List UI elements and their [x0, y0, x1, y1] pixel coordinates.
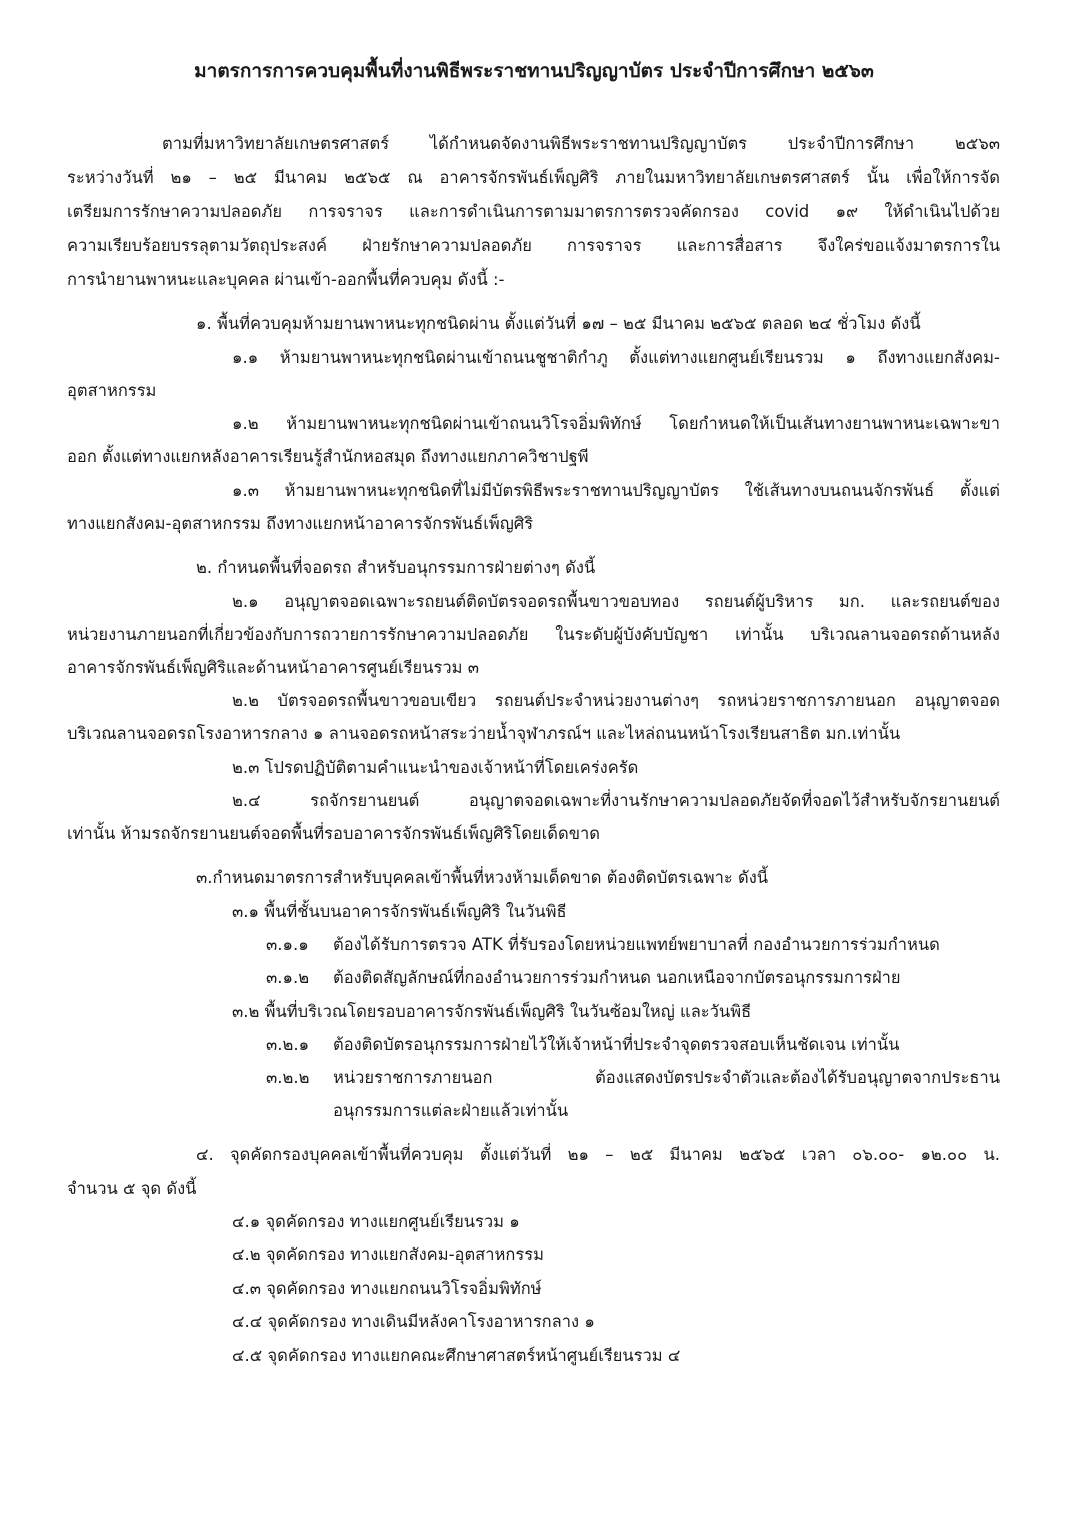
section-1-item: ๑.๓ ห้ามยานพาหนะทุกชนิดที่ไม่มีบัตรพิธีพระราชทานปริญญาบัตร ใช้เส้นทางบนถนนจักรพันธ์ ตั้งแต่ [232, 481, 1000, 500]
section-3-item-number: ๓.๑.๑ [266, 935, 309, 954]
section-1-item-cont: ทางแยกสังคม-อุตสาหกรรม ถึงทางแยกหน้าอาคารจักรพันธ์เพ็ญศิริ [67, 514, 534, 533]
intro-line: ความเรียบร้อยบรรลุตามวัตถุประสงค์ ฝ่ายรักษาความปลอดภัย การจราจร และการสื่อสาร จึงใคร่ขอแจ้งมาตรการใน [67, 236, 1000, 255]
intro-line: ตามที่มหาวิทยาลัยเกษตรศาสตร์ ได้กำหนดจัดงานพิธีพระราชทานปริญญาบัตร ประจำปีการศึกษา ๒๕๖๓ [162, 134, 1000, 153]
section-1-item-cont: อุตสาหกรรม [67, 381, 157, 400]
section-3-subheading: ๓.๒ พื้นที่บริเวณโดยรอบอาคารจักรพันธ์เพ็ญศิริ ในวันซ้อมใหญ่ และวันพิธี [232, 1002, 752, 1021]
section-2-item: ๒.๓ โปรดปฏิบัติตามคำแนะนำของเจ้าหน้าที่โดยเคร่งครัด [232, 758, 639, 777]
section-3-item-number: ๓.๑.๒ [266, 968, 310, 987]
section-3-item-text: ต้องติดสัญลักษณ์ที่กองอำนวยการร่วมกำหนด นอกเหนือจากบัตรอนุกรรมการฝ่าย [333, 968, 901, 987]
section-2-item-cont: อาคารจักรพันธ์เพ็ญศิริและด้านหน้าอาคารศูนย์เรียนรวม ๓ [67, 658, 480, 677]
section-3-item-text: หน่วยราชการภายนอก ต้องแสดงบัตรประจำตัวและต้องได้รับอนุญาตจากประธาน [333, 1068, 1000, 1087]
section-3-subheading: ๓.๑ พื้นที่ชั้นบนอาคารจักรพันธ์เพ็ญศิริ ในวันพิธี [232, 902, 567, 921]
section-2-item: ๒.๑ อนุญาตจอดเฉพาะรถยนต์ติดบัตรจอดรถพื้นขาวขอบทอง รถยนต์ผู้บริหาร มก. และรถยนต์ของ [232, 592, 1000, 611]
section-3-item-number: ๓.๒.๒ [266, 1068, 310, 1087]
section-3-item-text: ต้องได้รับการตรวจ ATK ที่รับรองโดยหน่วยแพทย์พยาบาลที่ กองอำนวยการร่วมกำหนด [333, 935, 940, 954]
section-2-item-cont: บริเวณลานจอดรถโรงอาหารกลาง ๑ ลานจอดรถหน้าสระว่ายน้ำจุฬาภรณ์ฯ และไหล่ถนนหน้าโรงเรียนสาธิต มก.เท่านั้น [67, 724, 901, 743]
section-4-heading: ๔. จุดคัดกรองบุคคลเข้าพื้นที่ควบคุม ตั้งแต่วันที่ ๒๑ – ๒๕ มีนาคม ๒๕๖๕ เวลา ๐๖.๐๐- ๑๒.๐๐ น. [196, 1145, 1000, 1164]
screening-point-item: ๔.๑ จุดคัดกรอง ทางแยกศูนย์เรียนรวม ๑ [232, 1212, 520, 1231]
screening-point-item: ๔.๔ จุดคัดกรอง ทางเดินมีหลังคาโรงอาหารกลาง ๑ [232, 1312, 595, 1331]
section-1-item: ๑.๑ ห้ามยานพาหนะทุกชนิดผ่านเข้าถนนชูชาติกำภู ตั้งแต่ทางแยกศูนย์เรียนรวม ๑ ถึงทางแยกสังคม- [232, 348, 1000, 367]
intro-line: เตรียมการรักษาความปลอดภัย การจราจร และการดำเนินการตามมาตรการตรวจคัดกรอง covid ๑๙ ให้ดำเนินไปด้วย [67, 202, 1000, 221]
screening-point-item: ๔.๓ จุดคัดกรอง ทางแยกถนนวิโรจอิ่มพิทักษ์ [232, 1279, 542, 1298]
intro-line: การนำยานพาหนะและบุคคล ผ่านเข้า-ออกพื้นที่ควบคุม ดังนี้ :- [67, 270, 505, 289]
document-title: มาตรการการควบคุมพื้นที่งานพิธีพระราชทานปริญญาบัตร ประจำปีการศึกษา ๒๕๖๓ [194, 60, 874, 82]
section-2-item-cont: เท่านั้น ห้ามรถจักรยานยนต์จอดพื้นที่รอบอาคารจักรพันธ์เพ็ญศิริโดยเด็ดขาด [67, 824, 600, 843]
section-1-item-cont: ออก ตั้งแต่ทางแยกหลังอาคารเรียนรู้สำนักหอสมุด ถึงทางแยกภาควิชาปฐพี [67, 447, 589, 466]
section-4-heading-cont: จำนวน ๕ จุด ดังนี้ [67, 1179, 197, 1198]
intro-line: ระหว่างวันที่ ๒๑ – ๒๕ มีนาคม ๒๕๖๕ ณ อาคารจักรพันธ์เพ็ญศิริ ภายในมหาวิทยาลัยเกษตรศาสตร์ นั้น เพื่อให้การจัด [67, 168, 1000, 187]
section-1-item: ๑.๒ ห้ามยานพาหนะทุกชนิดผ่านเข้าถนนวิโรจอิ่มพิทักษ์ โดยกำหนดให้เป็นเส้นทางยานพาหนะเฉพาะขา [232, 414, 1000, 433]
screening-point-item: ๔.๒ จุดคัดกรอง ทางแยกสังคม-อุตสาหกรรม [232, 1245, 544, 1264]
section-2-item: ๒.๒ บัตรจอดรถพื้นขาวขอบเขียว รถยนต์ประจำหน่วยงานต่างๆ รถหน่วยราชการภายนอก อนุญาตจอด [232, 691, 1000, 710]
section-3-item-text-cont: อนุกรรมการแต่ละฝ่ายแล้วเท่านั้น [333, 1101, 569, 1120]
section-2-heading: ๒. กำหนดพื้นที่จอดรถ สำหรับอนุกรรมการฝ่ายต่างๆ ดังนี้ [196, 558, 596, 577]
section-3-item-text: ต้องติดบัตรอนุกรรมการฝ่ายไว้ให้เจ้าหน้าที่ประจำจุดตรวจสอบเห็นชัดเจน เท่านั้น [333, 1035, 900, 1054]
section-2-item: ๒.๔ รถจักรยานยนต์ อนุญาตจอดเฉพาะที่งานรักษาความปลอดภัยจัดที่จอดไว้สำหรับจักรยานยนต์ [232, 791, 1000, 810]
screening-point-item: ๔.๕ จุดคัดกรอง ทางแยกคณะศึกษาศาสตร์หน้าศูนย์เรียนรวม ๔ [232, 1346, 681, 1365]
section-3-item-number: ๓.๒.๑ [266, 1035, 310, 1054]
section-2-item-cont: หน่วยงานภายนอกที่เกี่ยวข้องกับการถวายการรักษาความปลอดภัย ในระดับผู้บังคับบัญชา เท่านั้น บริเวณลานจอดรถด้านหลัง [67, 625, 1000, 644]
section-1-heading: ๑. พื้นที่ควบคุมห้ามยานพาหนะทุกชนิดผ่าน ตั้งแต่วันที่ ๑๗ – ๒๕ มีนาคม ๒๕๖๕ ตลอด ๒๔ ชั่วโมง ดังนี้ [196, 314, 921, 333]
section-3-heading: ๓.กำหนดมาตรการสำหรับบุคคลเข้าพื้นที่หวงห้ามเด็ดขาด ต้องติดบัตรเฉพาะ ดังนี้ [196, 868, 769, 887]
